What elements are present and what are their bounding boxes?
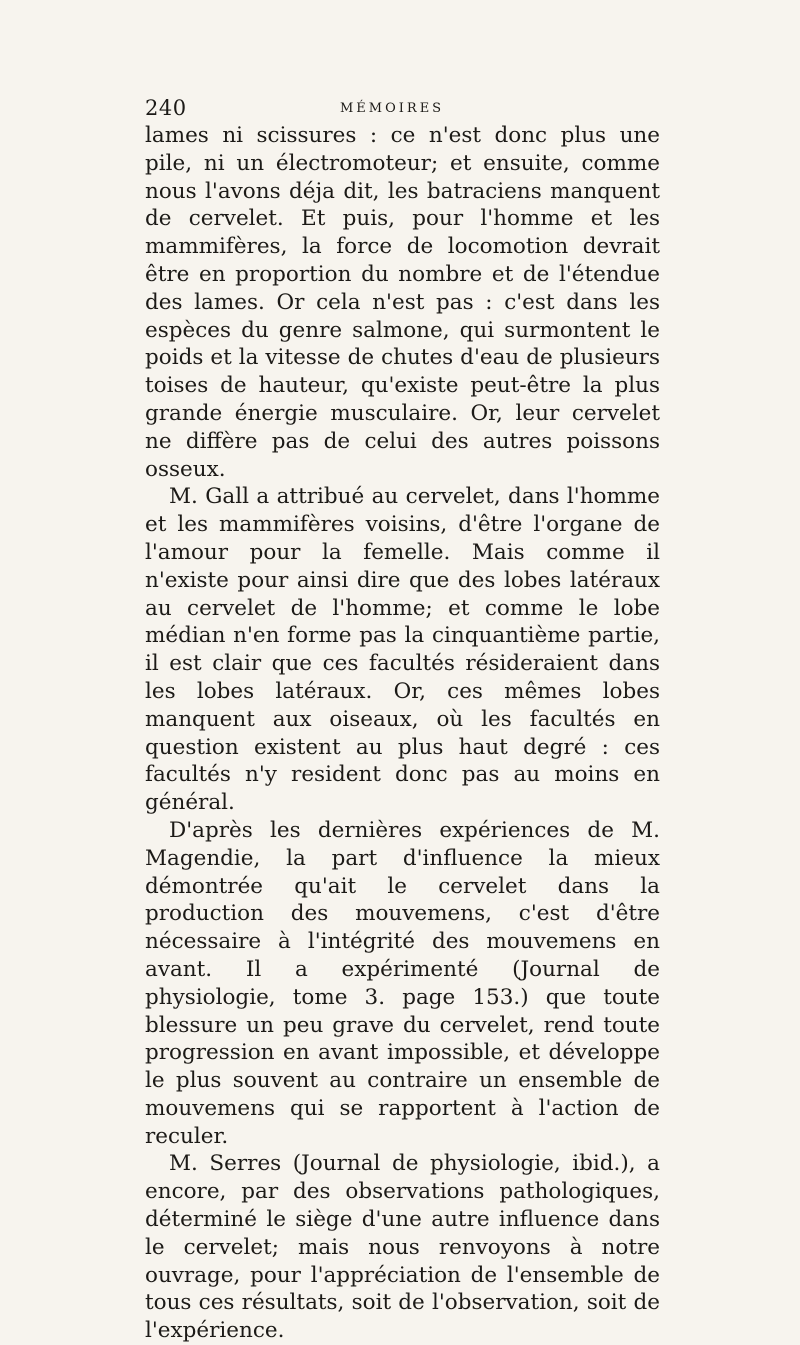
paragraph-2: M. Gall a attribué au cervelet, dans l'homme et les mammifères voisins, d'être l'organe de l'amour pour la femelle. Mais comme il n'existe pour ainsi dire que des lobes latéraux au cervelet de l'homme; et comme le lobe médian n'en forme pas la cinquantième partie, il est clair que ces facultés résideraient dans les lobes latéraux. Or, ces mêmes lobes manquent aux oiseaux, où les facultés en question existent au plus haut degré : ces facultés n'y resident donc pas au moins en général. <box>145 484 660 816</box>
paragraph-1: lames ni scissures : ce n'est donc plus une pile, ni un électromoteur; et ensuite, comme nous l'avons déja dit, les batraciens manquent de cervelet. Et puis, pour l'homme et les mammifères, la force de locomotion devrait être en proportion du nombre et de l'étendue des lames. Or cela n'est pas : c'est dans les espèces du genre salmone, qui surmontent le poids et la vitesse de chutes d'eau de plusieurs toises de hauteur, qu'existe peut-être la plus grande énergie musculaire. Or, leur cervelet ne diffère pas de celui des autres poissons osseux. <box>145 123 660 482</box>
paragraph-3: D'après les dernières expériences de M. Magendie, la part d'influence la mieux démontrée qu'ait le cervelet dans la production des mouvemens, c'est d'être nécessaire à l'intégrité des mouvemens en avant. Il a expérimenté (Journal de physiologie, tome 3. page 153.) que toute blessure un peu grave du cervelet, rend toute progression en avant impossible, et développe le plus souvent au contraire un ensemble de mouvemens qui se rapportent à l'action de reculer. <box>145 817 660 1149</box>
running-head: MÉMOIRES <box>340 101 445 116</box>
body-text <box>145 122 660 1345</box>
page-header <box>145 96 660 120</box>
paragraph-4: M. Serres (Journal de physiologie, ibid.), a encore, par des observations pathologiques, déterminé le siège d'une autre influence dans le cervelet; mais nous renvoyons à notre ouvrage, pour l'appréciation de l'ensemble de tous ces résultats, soit de l'observation, soit de l'expérience. <box>145 1151 660 1344</box>
page-number: 240 <box>145 96 187 120</box>
